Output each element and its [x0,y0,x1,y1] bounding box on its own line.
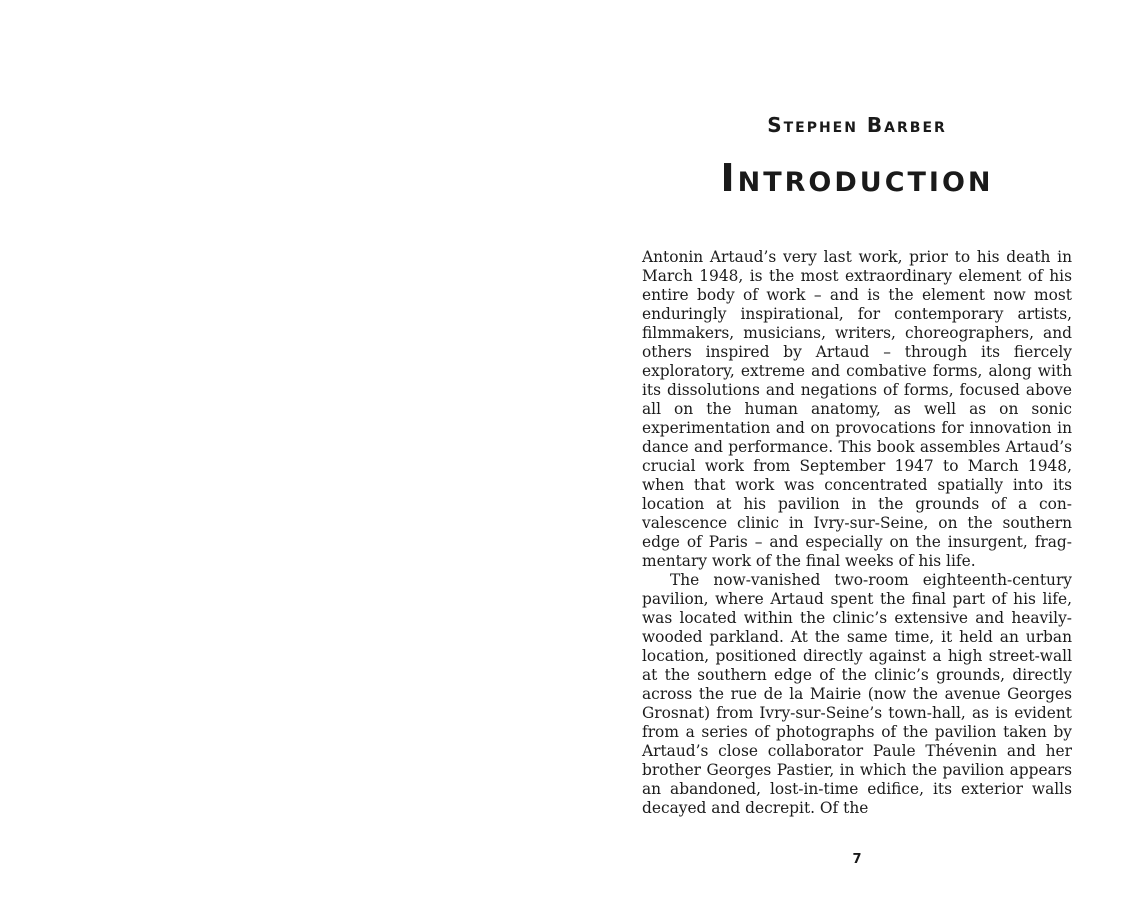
paragraph-1: Antonin Artaud’s very last work, prior to his death in March 1948, is the most extraordinary element of his entire body of work – and is the element now most enduringly inspirational, for contemporary artists, filmmakers, musicians, writers, choreographers, and others inspired by Artaud – through its fiercely exploratory, extreme and combative forms, along with its dissolutions and negations of forms, focused above all on the human anatomy, as well as on sonic experimentation and on provocations for innovation in dance and performance. This book assembles Artaud’s crucial work from September 1947 to March 1948, when that work was concentrated spatially into its location at his pavilion in the grounds of a convalescence clinic in Ivry-sur-Seine, on the southern edge of Paris – and especially on the insurgent, fragmentary work of the final weeks of his life. [642,248,1072,570]
paragraph-2: The now-vanished two-room eighteenth-century pavilion, where Artaud spent the final part of his life, was located within the clinic’s extensive and heavily-wooded parkland. At the same time, it held an urban location, positioned directly against a high street-wall at the southern edge of the clinic’s grounds, directly across the rue de la Mairie (now the avenue Georges Grosnat) from Ivry-sur-Seine’s town-hall, as is evident from a series of photographs of the pavilion taken by Artaud’s close collaborator Paule Thévenin and her brother Georges Pastier, in which the pavilion appears an abandoned, lost-in-time edifice, its exterior walls decayed and decrepit. Of the [642,571,1072,817]
page-number: 7 [852,852,862,867]
running-head-author: Stephen Barber [767,113,947,137]
body-text [642,248,1072,818]
chapter-title: Introduction [720,156,994,200]
